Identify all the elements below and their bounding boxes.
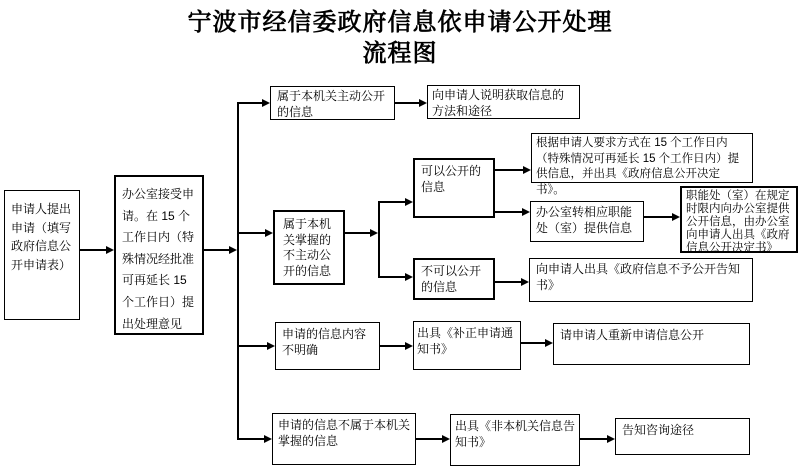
connector-proactive-explain bbox=[395, 102, 420, 104]
arrowhead-into-provide bbox=[523, 166, 531, 174]
arrowhead-into-nondisclosure-notice bbox=[521, 278, 529, 286]
connector-branch-held bbox=[237, 232, 266, 234]
arrowhead-into-explain bbox=[419, 99, 427, 107]
title-line1: 宁波市经信委政府信息依申请公开处理 bbox=[187, 10, 613, 36]
connector-correction-reapply bbox=[521, 342, 546, 344]
connector-notheld-nonagency bbox=[416, 438, 443, 440]
arrowhead-into-correction bbox=[405, 342, 413, 350]
node-unclear-request: 申请的信息内容不明确 bbox=[275, 322, 380, 370]
arrowhead-into-held bbox=[265, 229, 273, 237]
node-functional-office: 职能处（室）在规定时限内向办公室提供公开信息，由办公室向申请人出具《政府信息公开决定书》 bbox=[680, 186, 798, 253]
connector-applicant-office bbox=[80, 249, 107, 251]
arrowhead-into-unclear bbox=[267, 342, 275, 350]
connector-notdisclosable-notice bbox=[495, 281, 522, 283]
node-provide-info-decision: 根据申请人要求方式在 15 个工作日内（特殊情况可再延长 15 个工作日内）提供信息，并出具《政府信息公开决定书》。 bbox=[531, 133, 753, 183]
connector-held-subtrunk bbox=[345, 232, 371, 234]
node-not-held-info: 申请的信息不属于本机关掌握的信息 bbox=[272, 413, 416, 465]
arrowhead-into-subtrunk bbox=[370, 229, 378, 237]
connector-disclosable-provide bbox=[495, 169, 524, 171]
connector-nonagency-inform bbox=[580, 438, 608, 440]
connector-branch-proactive bbox=[237, 102, 263, 104]
node-non-agency-notice: 出具《非本机关信息告知书》 bbox=[450, 414, 580, 466]
node-non-disclosure-notice: 向申请人出具《政府信息不予公开告知书》 bbox=[529, 258, 753, 302]
arrowhead-into-transfer bbox=[522, 208, 530, 216]
title-line2: 流程图 bbox=[362, 41, 438, 67]
node-held-not-proactive: 属于本机关掌握的不主动公开的信息 bbox=[273, 210, 345, 285]
connector-sub-disclosable bbox=[378, 201, 406, 203]
arrowhead-into-notheld bbox=[264, 435, 272, 443]
node-correction-notice: 出具《补正申请通知书》 bbox=[413, 321, 521, 370]
arrowhead-into-proactive bbox=[262, 99, 270, 107]
connector-office-trunk bbox=[204, 249, 230, 251]
node-proactive-info: 属于本机关主动公开的信息 bbox=[270, 86, 395, 120]
page-title bbox=[0, 8, 800, 70]
connector-unclear-correction bbox=[380, 345, 406, 347]
node-office-transfer: 办公室转相应职能处（室）提供信息 bbox=[530, 201, 644, 242]
node-inform-channel: 告知咨询途径 bbox=[615, 418, 750, 455]
connector-branch-unclear bbox=[237, 345, 268, 347]
node-office-accept: 办公室接受申请。在 15 个工作日内（特殊情况经批准可再延长 15 个工作日）提出处理意见 bbox=[114, 175, 204, 335]
arrowhead-into-reapply bbox=[545, 339, 553, 347]
arrowhead-into-inform bbox=[607, 435, 615, 443]
node-explain-access: 向申请人说明获取信息的方法和途径 bbox=[427, 85, 580, 119]
arrowhead-into-notdisclosable bbox=[405, 273, 413, 281]
arrowhead-into-trunk bbox=[229, 246, 237, 254]
connector-branch-notheld bbox=[237, 438, 265, 440]
arrowhead-into-nonagency bbox=[442, 435, 450, 443]
connector-disclosable-transfer bbox=[495, 211, 523, 213]
subtrunk-vertical-line bbox=[378, 201, 380, 278]
node-disclosable-info: 可以公开的信息 bbox=[413, 158, 495, 218]
node-applicant-submit: 申请人提出申请（填写政府信息公开申请表） bbox=[4, 190, 80, 320]
connector-transfer-functional bbox=[644, 216, 673, 218]
arrowhead-into-disclosable bbox=[405, 198, 413, 206]
node-not-disclosable-info: 不可以公开的信息 bbox=[413, 258, 495, 300]
connector-sub-notdisclosable bbox=[378, 276, 406, 278]
trunk-vertical-line bbox=[237, 102, 239, 440]
arrowhead-into-office bbox=[106, 246, 114, 254]
arrowhead-into-functional bbox=[672, 213, 680, 221]
node-reapply: 请申请人重新申请信息公开 bbox=[553, 323, 750, 365]
